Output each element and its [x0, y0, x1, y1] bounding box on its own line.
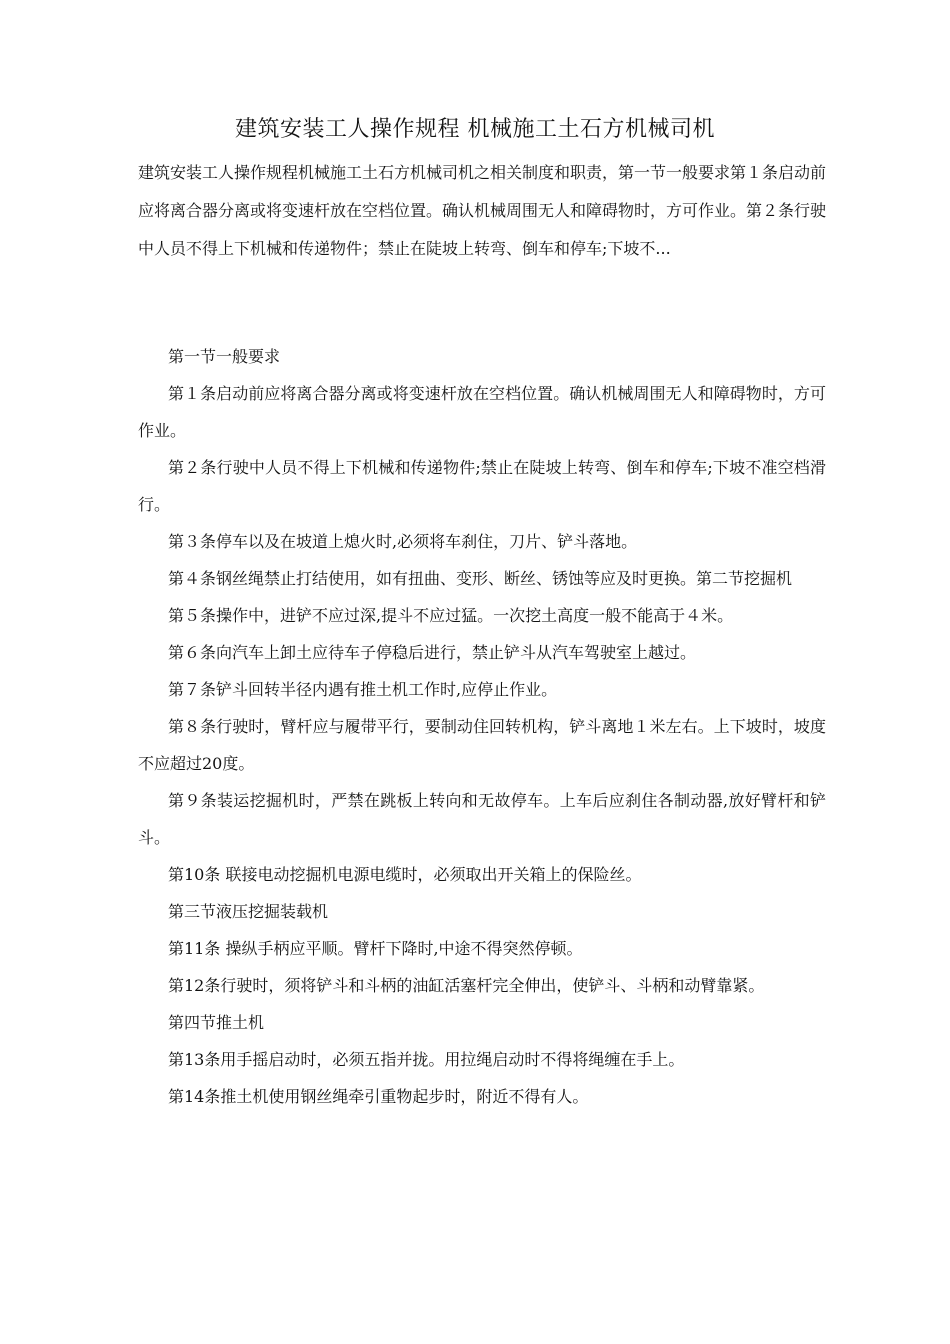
section-heading-general: 第一节一般要求 [168, 347, 281, 366]
section-heading-hydraulic: 第三节液压挖掘装载机 [168, 902, 329, 921]
article-3: 第３条停车以及在坡道上熄火时,必须将车刹住，刀片、铲斗落地。 [168, 532, 638, 551]
article-8: 第８条行驶时，臂杆应与履带平行，要制动住回转机构，铲斗离地１米左右。上下坡时，坡度不应超过20度。 [138, 717, 826, 773]
article-13: 第13条用手摇启动时，必须五指并拢。用拉绳启动时不得将绳缠在手上。 [168, 1050, 685, 1069]
article-5: 第５条操作中，进铲不应过深,提斗不应过猛。一次挖土高度一般不能高于４米。 [168, 606, 734, 625]
article-9: 第９条装运挖掘机时，严禁在跳板上转向和无故停车。上车后应刹住各制动器,放好臂杆和铲斗。 [138, 791, 826, 847]
document-title: 建筑安装工人操作规程 机械施工土石方机械司机 [235, 117, 715, 142]
article-7: 第７条铲斗回转半径内遇有推土机工作时,应停止作业。 [168, 680, 558, 699]
section-heading-bulldozer: 第四节推土机 [168, 1013, 265, 1032]
article-11: 第11条 操纵手柄应平顺。臂杆下降时,中途不得突然停顿。 [168, 939, 583, 958]
article-2: 第２条行驶中人员不得上下机械和传递物件;禁止在陡坡上转弯、倒车和停车;下坡不准空档滑行。 [138, 458, 826, 514]
article-4: 第４条钢丝绳禁止打结使用，如有扭曲、变形、断丝、锈蚀等应及时更换。第二节挖掘机 [168, 569, 793, 588]
article-1: 第１条启动前应将离合器分离或将变速杆放在空档位置。确认机械周围无人和障碍物时，方可作业。 [138, 384, 826, 440]
article-10: 第10条 联接电动挖掘机电源电缆时，必须取出开关箱上的保险丝。 [168, 865, 642, 884]
document-body [138, 338, 826, 1115]
article-6: 第６条向汽车上卸土应待车子停稳后进行，禁止铲斗从汽车驾驶室上越过。 [168, 643, 697, 662]
document-summary: 建筑安装工人操作规程机械施工土石方机械司机之相关制度和职责，第一节一般要求第１条启动前应将离合器分离或将变速杆放在空档位置。确认机械周围无人和障碍物时，方可作业。第２条行驶中人员不得上下机械和传递物件；禁止在陡坡上转弯、倒车和停车;下坡不... [138, 163, 827, 258]
article-12: 第12条行驶时，须将铲斗和斗柄的油缸活塞杆完全伸出，使铲斗、斗柄和动臂靠紧。 [168, 976, 765, 995]
article-14: 第14条推土机使用钢丝绳牵引重物起步时，附近不得有人。 [168, 1087, 589, 1106]
